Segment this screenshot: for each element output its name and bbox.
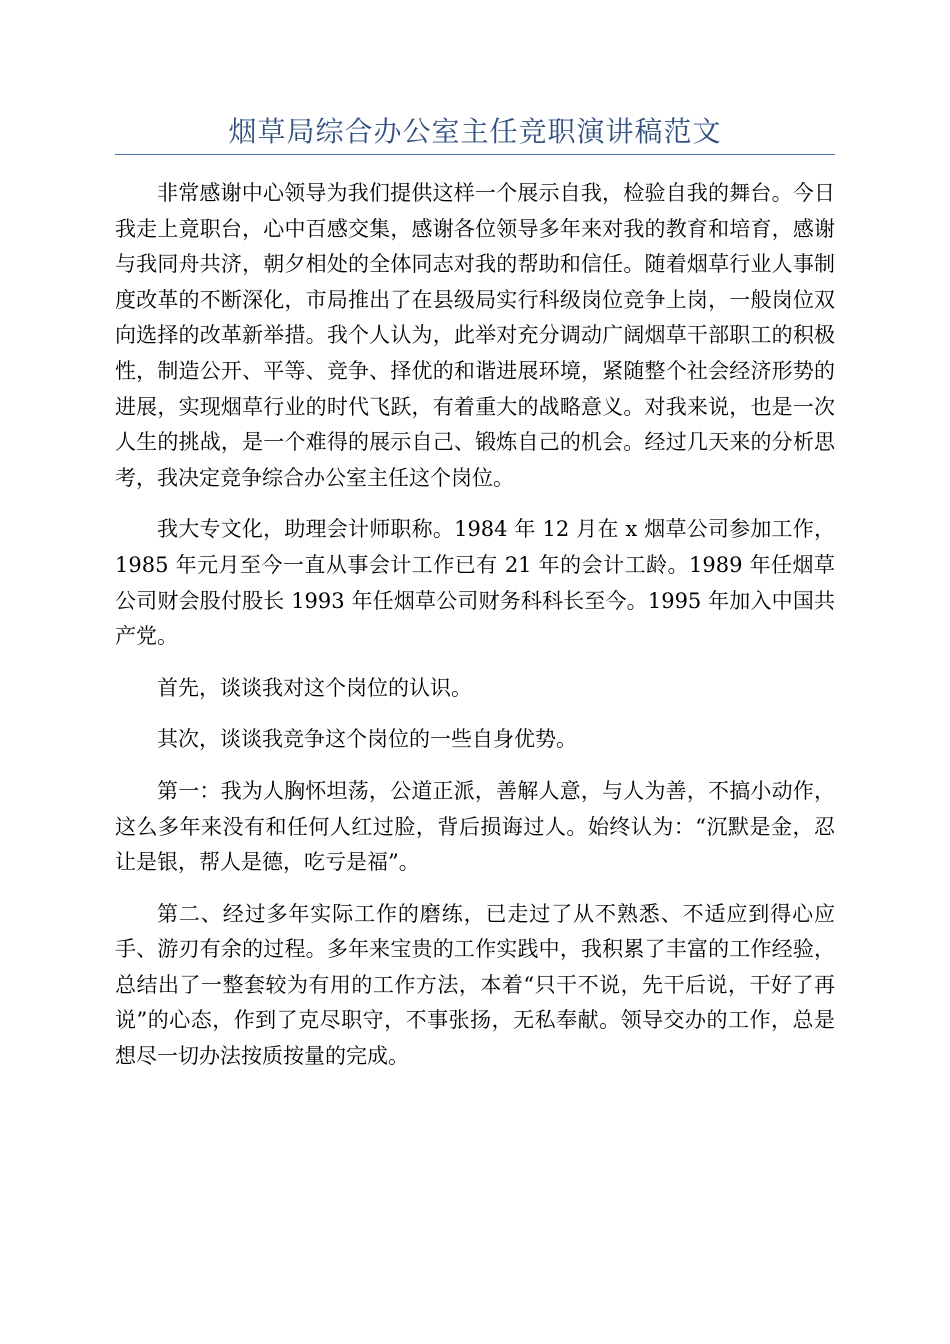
- paragraph-advantage-one: 第一：我为人胸怀坦荡，公道正派，善解人意，与人为善，不搞小动作，这么多年来没有和任何人红过脸，背后损诲过人。始终认为：“沉默是金，忍让是银，帮人是德，吃亏是福”。: [115, 778, 835, 875]
- paragraph-second-topic: 其次，谈谈我竞争这个岗位的一些自身优势。: [157, 727, 577, 752]
- title-underline: [115, 154, 835, 155]
- paragraph-advantage-two: 第二、经过多年实际工作的磨练，已走过了从不熟悉、不适应到得心应手、游刃有余的过程。多年来宝贵的工作实践中，我积累了丰富的工作经验，总结出了一整套较为有用的工作方法，本着“只干不说，先干后说，干好了再说”的心态，作到了克尽职守，不事张扬，无私奉献。领导交办的工作，总是想尽一切办法按质按量的完成。: [115, 901, 835, 1069]
- paragraph-background: 我大专文化，助理会计师职称。1984 年 12 月在 x 烟草公司参加工作，1985 年元月至今一直从事会计工作已有 21 年的会计工龄。1989 年任烟草公司财会股付股长 1993 年任烟草公司财务科科长至今。1995 年加入中国共产党。: [115, 517, 835, 649]
- paragraph-first-topic: 首先，谈谈我对这个岗位的认识。: [157, 675, 472, 700]
- document-title: 烟草局综合办公室主任竞职演讲稿范文: [228, 115, 722, 148]
- document-body: [115, 176, 835, 1091]
- paragraph-intro: 非常感谢中心领导为我们提供这样一个展示自我，检验自我的舞台。今日我走上竟职台，心中百感交集，感谢各位领导多年来对我的教育和培育，感谢与我同舟共济，朝夕相处的全体同志对我的帮助和信任。随着烟草行业人事制度改革的不断深化，市局推出了在县级局实行科级岗位竞争上岗，一般岗位双向选择的改革新举措。我个人认为，此举对充分调动广阔烟草干部职工的积极性，制造公开、平等、竞争、择优的和谐进展环境，紧随整个社会经济形势的进展，实现烟草行业的时代飞跃，有着重大的战略意义。对我来说，也是一次人生的挑战，是一个难得的展示自己、锻炼自己的机会。经过几天来的分析思考，我决定竞争综合办公室主任这个岗位。: [115, 181, 835, 490]
